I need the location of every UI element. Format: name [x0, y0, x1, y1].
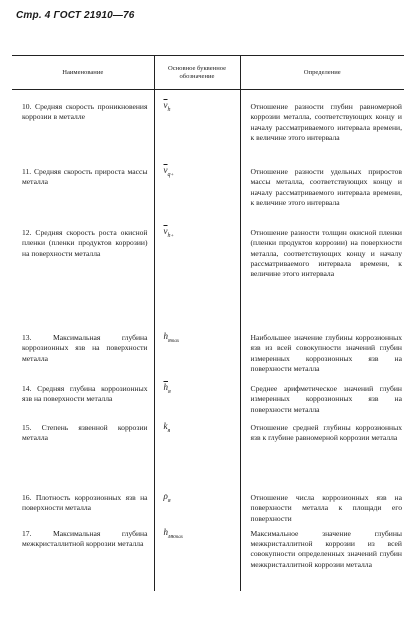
- term-definition: Отношение разности толщин окисной пленки (пленки продуктов коррозии) на поверхности металла, соответствующих концу и началу рассматриваемого интервала времени, к величине этого интервала: [250, 228, 402, 279]
- table-row: [12, 90, 404, 161]
- term-symbol: $\overline{h}_я$: [154, 377, 240, 416]
- term-definition: Отношение средней глубины коррозионных язв к глубине равномерной коррозии металла: [250, 423, 402, 443]
- terms-table: [12, 55, 404, 591]
- term-name: 10. Средняя скорость проникновения коррозии в металле: [22, 102, 148, 122]
- table-row: [12, 524, 404, 591]
- term-name: 14. Средняя глубина коррозионных язв на поверхности металла: [22, 384, 148, 404]
- table-row: [12, 486, 404, 524]
- table-row: [12, 377, 404, 416]
- term-definition: Среднее арифметическое значений глубин измеренных коррозионных язв на поверхности металла: [250, 384, 402, 414]
- term-name: 17. Максимальная глубина межкристаллитной коррозии металла: [22, 528, 148, 549]
- table-row: [12, 160, 404, 221]
- table-row: [12, 326, 404, 377]
- term-symbol: $h_{яmax}$: [154, 326, 240, 377]
- term-symbol: $\overline{v}_h$: [154, 90, 240, 161]
- term-symbol: $\rho_я$: [154, 486, 240, 524]
- term-symbol: $k_я$: [154, 416, 240, 486]
- term-definition: Отношение разности глубин равномерной коррозии металла, соответствующих концу и началу рассматриваемого интервала времени, к величине этого интервала: [250, 102, 402, 142]
- table-header-row: [12, 56, 404, 90]
- term-name: 13. Максимальная глубина коррозионных язв на поверхности металла: [22, 333, 148, 363]
- header-definition: Определение: [240, 56, 404, 90]
- page-header: Стр. 4 ГОСТ 21910—76: [16, 10, 135, 21]
- term-definition: Максимальное значение глубины межкристаллитной коррозии из всей совокупности определенных значений глубин межкристаллитной коррозии металла: [250, 528, 402, 569]
- header-name: Наименование: [12, 56, 154, 90]
- term-name: 15. Степень язвенной коррозии металла: [22, 423, 148, 443]
- term-definition: Отношение разности удельных приростов массы металла, соответствующих концу и началу рассматриваемого интервала времени, к величине этого интервала: [250, 167, 402, 207]
- header-symbol: Основное буквенное обозначение: [154, 56, 240, 90]
- term-name: 16. Плотность коррозионных язв на поверхности металла: [22, 493, 148, 513]
- term-definition: Отношение числа коррозионных язв на поверхности металла к площади его поверхности: [250, 493, 402, 523]
- term-name: 12. Средняя скорость роста окисной пленки (пленки продуктов коррозии) на поверхности металла: [22, 228, 148, 258]
- term-symbol: $\overline{v}_{q+}$: [154, 160, 240, 221]
- term-symbol: $h_{мкmax}$: [154, 524, 240, 591]
- term-name: 11. Средняя скорость прироста массы металла: [22, 167, 148, 187]
- table-row: [12, 221, 404, 326]
- term-symbol: $\overline{v}_{h+}$: [154, 221, 240, 326]
- term-definition: Наибольшее значение глубины коррозионных язв из всей совокупности значений глубин измеренных коррозионных язв на поверхности металла: [250, 333, 402, 373]
- table-row: [12, 416, 404, 486]
